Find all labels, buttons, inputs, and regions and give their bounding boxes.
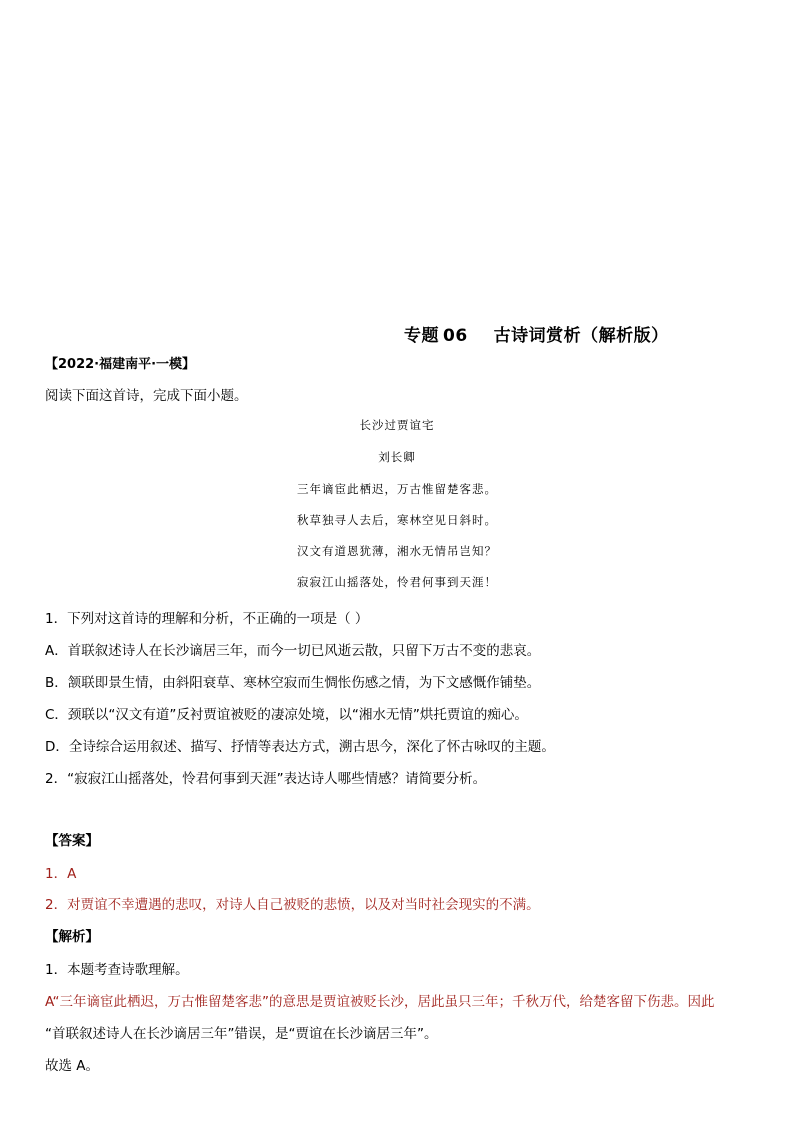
poem-line: 三年谪宦此栖迟，万古惟留楚客悲。 [297,482,497,496]
title-main: 古诗词赏析（解析版） [493,326,669,346]
option-a: A．首联叙述诗人在长沙谪居三年，而今一切已风逝云散，只留下万古不变的悲哀。 [45,643,541,659]
option-c: C．颈联以“汉文有道”反衬贾谊被贬的凄凉处境，以“湘水无情”烘托贾谊的痴心。 [45,707,528,723]
title-prefix: 专题 [404,326,439,346]
poem-line: 寂寂江山摇落处，怜君何事到天涯！ [297,575,497,589]
analysis-para-1: 1．本题考查诗歌理解。 [45,962,189,978]
answer-heading: 【答案】 [45,833,99,849]
page-title [404,321,669,346]
option-b: B．颔联即景生情，由斜阳衰草、寒林空寂而生惆怅伤感之情，为下文感慨作铺垫。 [45,675,541,691]
answer-1: 1．A [45,866,77,882]
analysis-para-4: 故选 A。 [45,1058,100,1074]
option-d: D．全诗综合运用叙述、描写、抒情等表达方式，溯古思今，深化了怀古咏叹的主题。 [45,739,555,755]
poem-line: 秋草独寻人去后，寒林空见日斜时。 [297,513,497,527]
question-1-stem: 1．下列对这首诗的理解和分析，不正确的一项是（ ） [45,611,369,627]
poem-author: 刘长卿 [378,450,416,464]
question-source: 【2022·福建南平·一模】 [45,357,196,372]
question-2-stem: 2．“寂寂江山摇落处，怜君何事到天涯”表达诗人哪些情感？请简要分析。 [45,771,487,787]
instruction-text: 阅读下面这首诗，完成下面小题。 [45,388,248,404]
analysis-heading: 【解析】 [45,929,99,945]
analysis-para-3: “首联叙述诗人在长沙谪居三年”错误，是“贾谊在长沙谪居三年”。 [45,1026,438,1042]
answer-2: 2．对贾谊不幸遭遇的悲叹，对诗人自己被贬的悲愤，以及对当时社会现实的不满。 [45,897,540,913]
poem-title: 长沙过贾谊宅 [359,418,435,432]
poem-line: 汉文有道恩犹薄，湘水无情吊岂知？ [297,544,497,558]
analysis-para-2: A“三年谪宦此栖迟，万古惟留楚客悲”的意思是贾谊被贬长沙，居此虽只三年；千秋万代，给楚客留下伤悲。因此 [45,994,715,1010]
title-number: 06 [443,326,468,346]
